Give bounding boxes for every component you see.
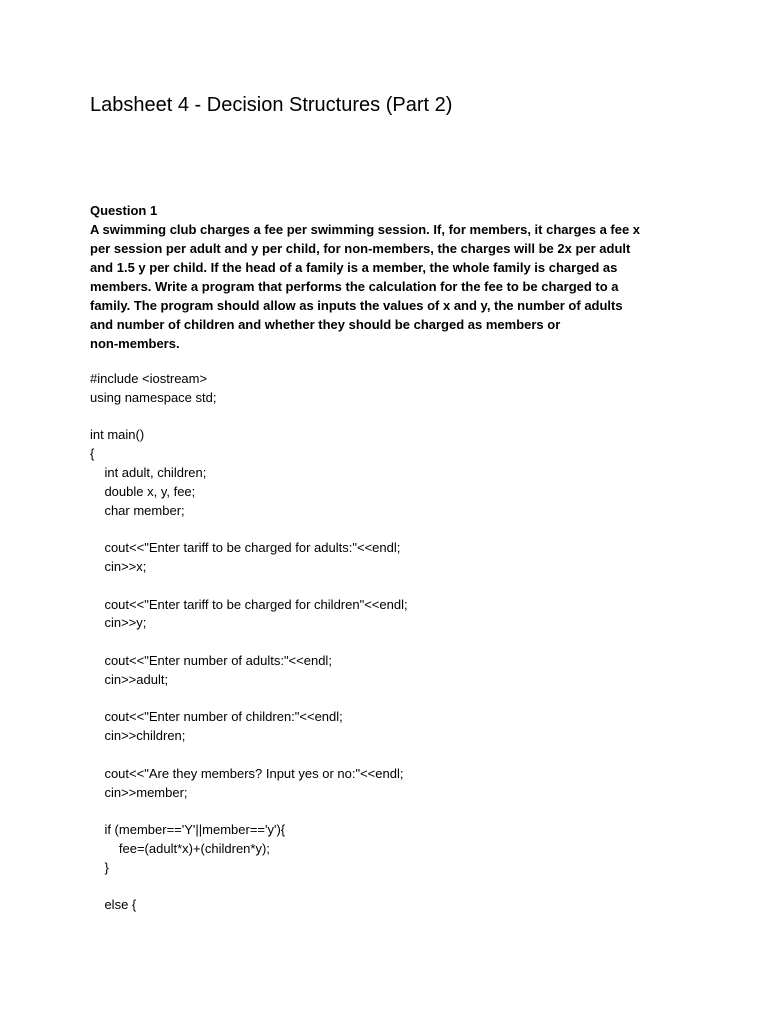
question-line: per session per adult and y per child, for non-members, the charges will be 2x per adult (90, 241, 631, 256)
question-line: members. Write a program that performs the calculation for the fee to be charged to a (90, 279, 619, 294)
code-line (90, 746, 710, 765)
code-line: cout<<"Enter tariff to be charged for adults:"<<endl; (90, 540, 401, 556)
code-line: #include <iostream> (90, 371, 208, 386)
question-line: family. The program should allow as inputs the values of x and y, the number of adults (90, 298, 623, 313)
code-line: int main() (90, 427, 145, 443)
code-line: char member; (90, 502, 185, 518)
code-line: fee=(adult*x)+(children*y); (90, 840, 270, 856)
code-line (90, 802, 710, 821)
code-line: int adult, children; (90, 464, 207, 480)
question-text (90, 220, 690, 353)
code-line (90, 520, 710, 539)
code-line: cin>>member; (90, 784, 188, 800)
code-line: cin>>y; (90, 615, 147, 631)
code-line (90, 408, 710, 427)
code-line: cout<<"Are they members? Input yes or no:"<<endl; (90, 765, 404, 781)
code-line: cin>>adult; (90, 671, 169, 687)
question-line: and number of children and whether they should be charged as members or (90, 317, 561, 332)
code-line: cout<<"Enter number of adults:"<<endl; (90, 652, 332, 668)
code-line (90, 690, 710, 709)
code-line: cout<<"Enter tariff to be charged for children"<<endl; (90, 596, 408, 612)
code-line: { (90, 446, 95, 462)
code-line: cin>>x; (90, 558, 147, 574)
question-heading: Question 1 (90, 203, 158, 218)
page-title: Labsheet 4 - Decision Structures (Part 2) (90, 94, 453, 116)
code-line: double x, y, fee; (90, 483, 196, 499)
code-line: if (member=='Y'||member=='y'){ (90, 822, 286, 838)
code-line (90, 633, 710, 652)
question-line: and 1.5 y per child. If the head of a family is a member, the whole family is charged as (90, 260, 618, 275)
code-line: cin>>children; (90, 728, 186, 744)
code-line (90, 878, 710, 897)
code-line (90, 577, 710, 596)
question-line: A swimming club charges a fee per swimming session. If, for members, it charges a fee x (90, 222, 641, 237)
question-line: non-members. (90, 336, 180, 351)
code-line: } (90, 859, 109, 875)
code-line: using namespace std; (90, 389, 217, 405)
code-line: else { (90, 897, 137, 913)
code-listing (90, 370, 710, 915)
code-line: cout<<"Enter number of children:"<<endl; (90, 709, 343, 725)
